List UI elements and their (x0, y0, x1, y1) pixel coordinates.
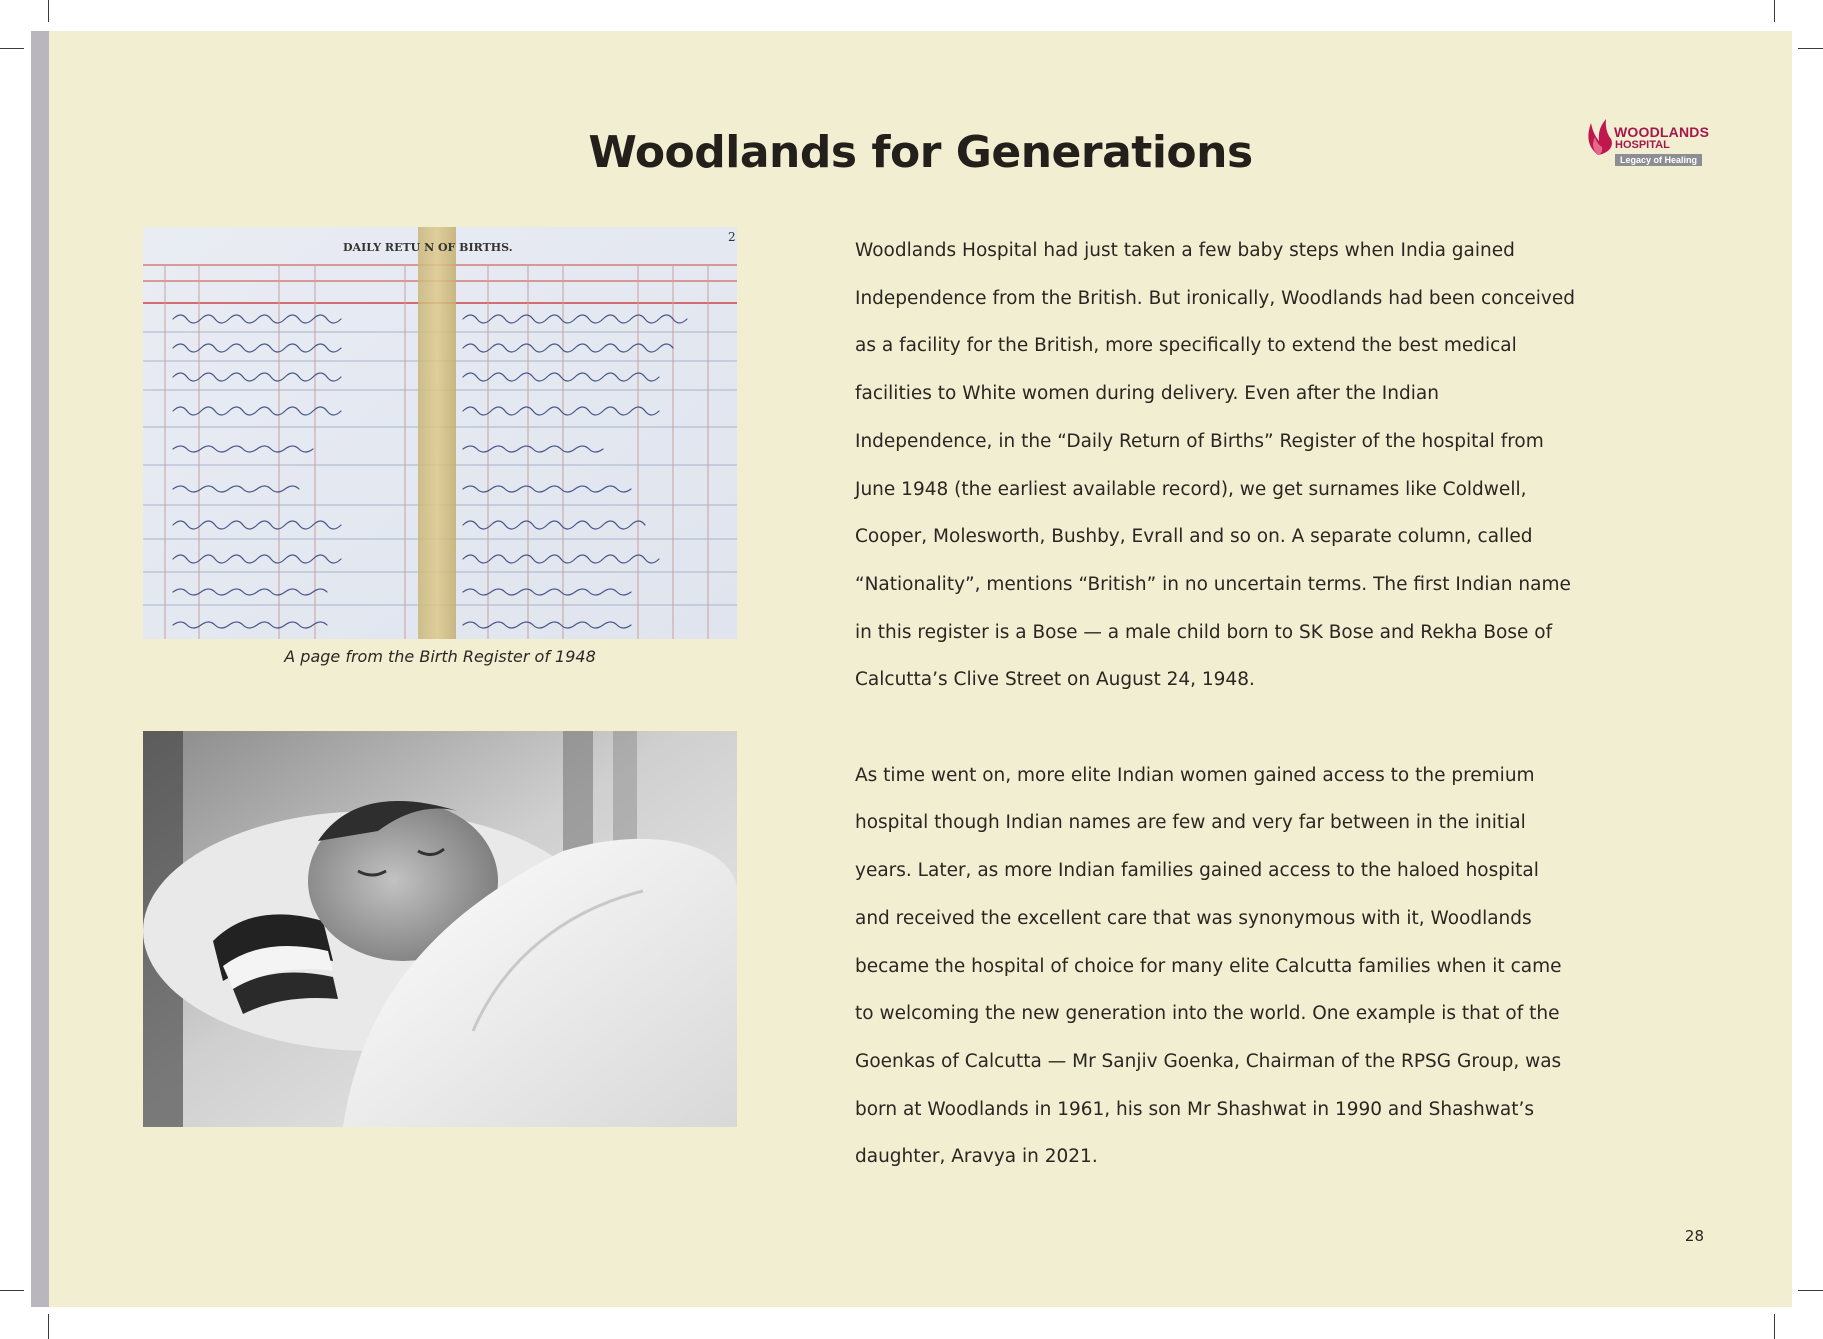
crop-mark (48, 1314, 49, 1339)
crop-mark (1798, 48, 1823, 49)
article-body (855, 227, 1575, 1181)
crop-mark (1774, 1314, 1775, 1339)
hospital-logo (1584, 109, 1734, 201)
birth-register-photo (143, 227, 737, 639)
svg-text:2: 2 (728, 230, 736, 244)
crop-mark (1774, 0, 1775, 22)
page-number: 28 (1684, 1227, 1704, 1245)
document-page (49, 31, 1792, 1307)
page-edge-shadow (31, 31, 49, 1307)
logo-subtitle: HOSPITAL (1615, 139, 1670, 151)
body-paragraph: As time went on, more elite Indian women gained access to the premium hospital though Indian names are few and very far between in the initial years. Later, as more Indian families gained access to the haloed hospital and received the excellent care that was synonymous with it, Woodlands became the hospital of choice for many elite Calcutta families when it came to welcoming the new generation into the world. One example is that of the Goenkas of Calcutta — Mr Sanjiv Goenka, Chairman of the RPSG Group, was born at Woodlands in 1961, his son Mr Shashwat in 1990 and Shashwat’s daughter, Aravya in 2021. (855, 764, 1562, 1168)
page-title: Woodlands for Generations (588, 127, 1253, 178)
newborn-illustration (143, 731, 737, 1127)
logo-wordmark: WOODLANDS (1614, 124, 1710, 140)
crop-mark (1798, 1290, 1823, 1291)
birth-register-illustration (143, 227, 737, 639)
crop-mark (48, 0, 49, 22)
crop-mark (0, 1290, 24, 1291)
logo-tagline: Legacy of Healing (1615, 154, 1702, 166)
body-paragraph: Woodlands Hospital had just taken a few baby steps when India gained Independence from the British. But ironically, Woodlands had been conceived as a facility for the British, more specifically to extend the best medical facilities to White women during delivery. Even after the Indian Independence, in the “Daily Return of Births” Register of the hospital from June 1948 (the earliest available record), we get surnames like Coldwell, Cooper, Molesworth, Bushby, Evrall and so on. A separate column, called “Nationality”, mentions “British” in no uncertain terms. The first Indian name in this register is a Bose — a male child born to SK Bose and Rekha Bose of Calcutta’s Clive Street on August 24, 1948. (855, 240, 1575, 691)
register-header: DAILY RETU N OF BIRTHS. (343, 241, 513, 254)
figure-caption: A page from the Birth Register of 1948 (284, 647, 596, 666)
flame-logo-icon (1584, 117, 1616, 157)
newborn-baby-photo (143, 731, 737, 1127)
crop-mark (0, 48, 24, 49)
